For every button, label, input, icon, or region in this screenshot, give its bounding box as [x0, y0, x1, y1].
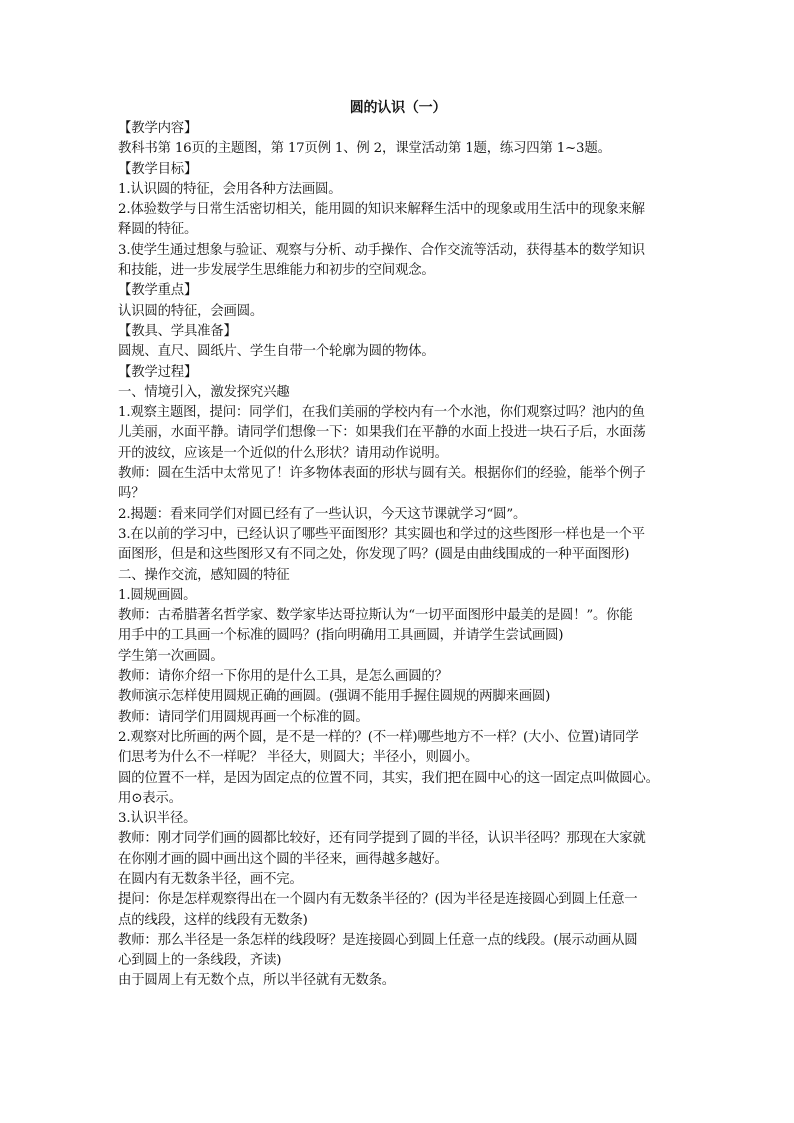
text-line: 提问：你是怎样观察得出在一个圆内有无数条半径的？(因为半径是连接圆心到圆上任意一	[118, 892, 638, 908]
text-line: 1.认识圆的特征，会用各种方法画圆。	[118, 181, 342, 197]
text-line: 一、情境引入，激发探究兴趣	[118, 384, 290, 400]
text-line: 【教学目标】	[118, 161, 198, 177]
text-line: 【教学内容】	[118, 121, 198, 136]
text-line: 教师：刚才同学们画的圆都比较好，还有同学提到了圆的半径，认识半径吗？那现在大家就	[118, 831, 646, 847]
text-line: 由于圆周上有无数个点，所以半径就有无数条。	[118, 973, 396, 989]
text-line: 教科书第 16页的主题图，第 17页例 1、例 2，课堂活动第 1题，练习四第 1~3题。	[118, 141, 611, 157]
text-line: 教师：那么半径是一条怎样的线段呀？是连接圆心到圆上任意一点的线段。(展示动画从圆	[118, 932, 638, 948]
text-line: 和技能，进一步发展学生思维能力和初步的空间观念。	[118, 263, 435, 279]
text-line: 2.揭题：看来同学们对圆已经有了一些认识，今天这节课就学习“圆”。	[118, 506, 527, 522]
text-line: 【教学重点】	[118, 283, 198, 299]
text-line: 2.体验数学与日常生活密切相关，能用圆的知识来解释生活中的现象或用生活中的现象来解	[118, 202, 645, 218]
text-line: 吗？	[118, 486, 145, 502]
text-line: 用⊙表示。	[118, 790, 182, 806]
text-line: 2.观察对比所画的两个圆，是不是一样的？(不一样)哪些地方不一样？(大小、位置)请同学	[118, 729, 639, 745]
text-line: 【教学过程】	[118, 364, 198, 380]
document-body	[118, 97, 678, 992]
text-line: 儿美丽，水面平静。请同学们想像一下：如果我们在平静的水面上投进一块石子后，水面荡	[118, 425, 646, 441]
text-line: 释圆的特征。	[118, 222, 198, 238]
document-title: 圆的认识（一）	[349, 100, 447, 116]
text-line: 在你刚才画的圆中画出这个圆的半径来，画得越多越好。	[118, 851, 448, 867]
text-line: 【教具、学具准备】	[118, 323, 237, 339]
text-line: 学生第一次画圆。	[118, 648, 224, 664]
text-line: 点的线段，这样的线段有无数条)	[118, 912, 308, 928]
text-line: 教师：请同学们用圆规再画一个标准的圆。	[118, 709, 369, 725]
text-line: 3.使学生通过想象与验证、观察与分析、动手操作、合作交流等活动，获得基本的数学知识	[118, 242, 645, 258]
text-line: 开的波纹，应该是一个近似的什么形状？请用动作说明。	[118, 445, 448, 461]
text-line: 心到圆上的一条线段，齐读)	[118, 953, 282, 969]
text-line: 3.在以前的学习中，已经认识了哪些平面图形？其实圆也和学过的这些图形一样也是一个平	[118, 526, 645, 542]
text-line: 3.认识半径。	[118, 811, 197, 827]
text-line: 1.圆规画圆。	[118, 587, 197, 603]
text-line: 二、操作交流，感知圆的特征	[118, 567, 290, 583]
text-line: 在圆内有无数条半径，画不完。	[118, 871, 303, 887]
text-line: 用手中的工具画一个标准的圆吗？(指向明确用工具画圆，并请学生尝试画圆)	[118, 628, 564, 644]
text-line: 教师：请你介绍一下你用的是什么工具，是怎么画圆的？	[118, 669, 448, 685]
text-line: 们思考为什么不一样呢？ 半径大，则圆大；半径小，则圆小。	[118, 750, 479, 766]
text-line: 1.观察主题图，提问：同学们，在我们美丽的学校内有一个水池，你们观察过吗？池内的鱼	[118, 405, 645, 421]
text-line: 认识圆的特征，会画圆。	[118, 303, 264, 319]
text-line: 教师：古希腊著名哲学家、数学家毕达哥拉斯认为“一切平面图形中最美的是圆！”。你能	[118, 608, 633, 624]
text-line: 面图形，但是和这些图形又有不同之处，你发现了吗？(圆是由曲线围成的一种平面图形)	[118, 547, 630, 563]
text-line: 圆的位置不一样，是因为固定点的位置不同，其实，我们把在圆中心的这一固定点叫做圆心。	[118, 770, 659, 786]
text-line: 圆规、直尺、圆纸片、学生自带一个轮廓为圆的物体。	[118, 344, 435, 360]
text-line: 教师演示怎样使用圆规正确的画圆。(强调不能用手握住圆规的两脚来画圆)	[118, 689, 551, 705]
document-lines	[118, 119, 678, 992]
text-line: 教师：圆在生活中太常见了！许多物体表面的形状与圆有关。根据你们的经验，能举个例子	[118, 466, 646, 482]
